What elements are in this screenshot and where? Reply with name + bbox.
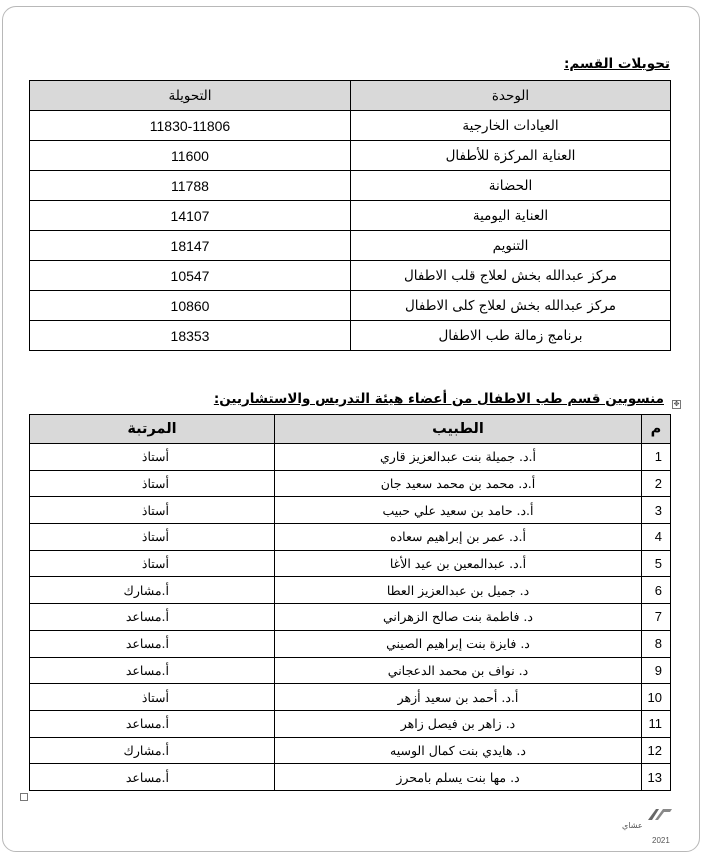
number-cell: 3 <box>642 497 671 524</box>
rank-cell: أ.مساعد <box>30 710 275 737</box>
number-cell: 6 <box>642 577 671 604</box>
staff-table-body <box>30 444 671 791</box>
table-resize-handle-icon[interactable] <box>20 793 28 801</box>
rank-cell: أستاذ <box>30 550 275 577</box>
doctor-cell: أ.د. أحمد بن سعيد أزهر <box>275 684 642 711</box>
extension-cell: 11600 <box>30 141 351 171</box>
doctor-cell: د. هايدي بنت كمال الوسيه <box>275 737 642 764</box>
table-row <box>30 261 671 291</box>
number-cell: 13 <box>642 764 671 791</box>
doctor-column-header: الطبيب <box>275 415 642 444</box>
doctor-cell: أ.د. حامد بن سعيد علي حبيب <box>275 497 642 524</box>
publisher-logo-text: عشاي <box>622 821 643 830</box>
number-cell: 10 <box>642 684 671 711</box>
table-row <box>30 291 671 321</box>
rank-cell: أستاذ <box>30 497 275 524</box>
rank-cell: أستاذ <box>30 444 275 471</box>
publisher-logo-icon <box>646 806 674 822</box>
table-row <box>30 604 671 631</box>
table-row <box>30 171 671 201</box>
table-row <box>30 737 671 764</box>
table-row <box>30 231 671 261</box>
rank-cell: أستاذ <box>30 470 275 497</box>
transfers-table <box>29 80 671 351</box>
extension-cell: 10547 <box>30 261 351 291</box>
rank-cell: أستاذ <box>30 524 275 551</box>
rank-cell: أ.مساعد <box>30 657 275 684</box>
table-row <box>30 141 671 171</box>
unit-cell: العيادات الخارجية <box>351 111 671 141</box>
doctor-cell: د. فايزة بنت إبراهيم الصيني <box>275 630 642 657</box>
number-cell: 4 <box>642 524 671 551</box>
extension-cell: 18353 <box>30 321 351 351</box>
rank-cell: أ.مساعد <box>30 604 275 631</box>
staff-table <box>29 414 671 791</box>
number-cell: 5 <box>642 550 671 577</box>
unit-cell: مركز عبدالله بخش لعلاج قلب الاطفال <box>351 261 671 291</box>
rank-column-header: المرتبة <box>30 415 275 444</box>
table-row <box>30 321 671 351</box>
table-row <box>30 550 671 577</box>
number-cell: 9 <box>642 657 671 684</box>
unit-cell: التنويم <box>351 231 671 261</box>
rank-cell: أستاذ <box>30 684 275 711</box>
doctor-cell: د. جميل بن عبدالعزيز العطا <box>275 577 642 604</box>
table-row <box>30 524 671 551</box>
doctor-cell: د. مها بنت يسلم بامحرز <box>275 764 642 791</box>
unit-cell: برنامج زمالة طب الاطفال <box>351 321 671 351</box>
staff-header-row <box>30 415 671 444</box>
extension-cell: 11830-11806 <box>30 111 351 141</box>
unit-cell: مركز عبدالله بخش لعلاج كلى الاطفال <box>351 291 671 321</box>
rank-cell: أ.مشارك <box>30 737 275 764</box>
extension-cell: 10860 <box>30 291 351 321</box>
doctor-cell: د. فاطمة بنت صالح الزهراني <box>275 604 642 631</box>
unit-column-header: الوحدة <box>351 81 671 111</box>
table-row <box>30 684 671 711</box>
unit-cell: الحضانة <box>351 171 671 201</box>
transfers-heading: تحويلات القسم: <box>564 56 670 72</box>
staff-heading: منسوبين قسم طب الاطفال من أعضاء هيئة التدريس والاستشاريين: <box>213 391 664 407</box>
unit-cell: العناية المركزة للأطفال <box>351 141 671 171</box>
rank-cell: أ.مشارك <box>30 577 275 604</box>
footer-year: 2021 <box>652 836 670 845</box>
table-row <box>30 657 671 684</box>
unit-cell: العناية اليومية <box>351 201 671 231</box>
extension-cell: 18147 <box>30 231 351 261</box>
table-row <box>30 710 671 737</box>
number-cell: 2 <box>642 470 671 497</box>
doctor-cell: أ.د. عمر بن إبراهيم سعاده <box>275 524 642 551</box>
number-cell: 1 <box>642 444 671 471</box>
table-row <box>30 201 671 231</box>
rank-cell: أ.مساعد <box>30 764 275 791</box>
doctor-cell: أ.د. محمد بن محمد سعيد جان <box>275 470 642 497</box>
table-row <box>30 111 671 141</box>
table-row <box>30 630 671 657</box>
number-column-header: م <box>642 415 671 444</box>
doctor-cell: أ.د. جميلة بنت عبدالعزيز قاري <box>275 444 642 471</box>
table-row <box>30 764 671 791</box>
number-cell: 8 <box>642 630 671 657</box>
number-cell: 7 <box>642 604 671 631</box>
extension-cell: 14107 <box>30 201 351 231</box>
table-row <box>30 497 671 524</box>
extension-column-header: التحويلة <box>30 81 351 111</box>
extension-cell: 11788 <box>30 171 351 201</box>
number-cell: 12 <box>642 737 671 764</box>
rank-cell: أ.مساعد <box>30 630 275 657</box>
doctor-cell: د. نواف بن محمد الدعجاني <box>275 657 642 684</box>
doctor-cell: د. زاهر بن فيصل زاهر <box>275 710 642 737</box>
table-row <box>30 470 671 497</box>
table-row <box>30 444 671 471</box>
number-cell: 11 <box>642 710 671 737</box>
transfers-header-row <box>30 81 671 111</box>
doctor-cell: أ.د. عبدالمعين بن عيد الأغا <box>275 550 642 577</box>
table-row <box>30 577 671 604</box>
table-move-handle-icon[interactable]: ✥ <box>673 400 680 408</box>
